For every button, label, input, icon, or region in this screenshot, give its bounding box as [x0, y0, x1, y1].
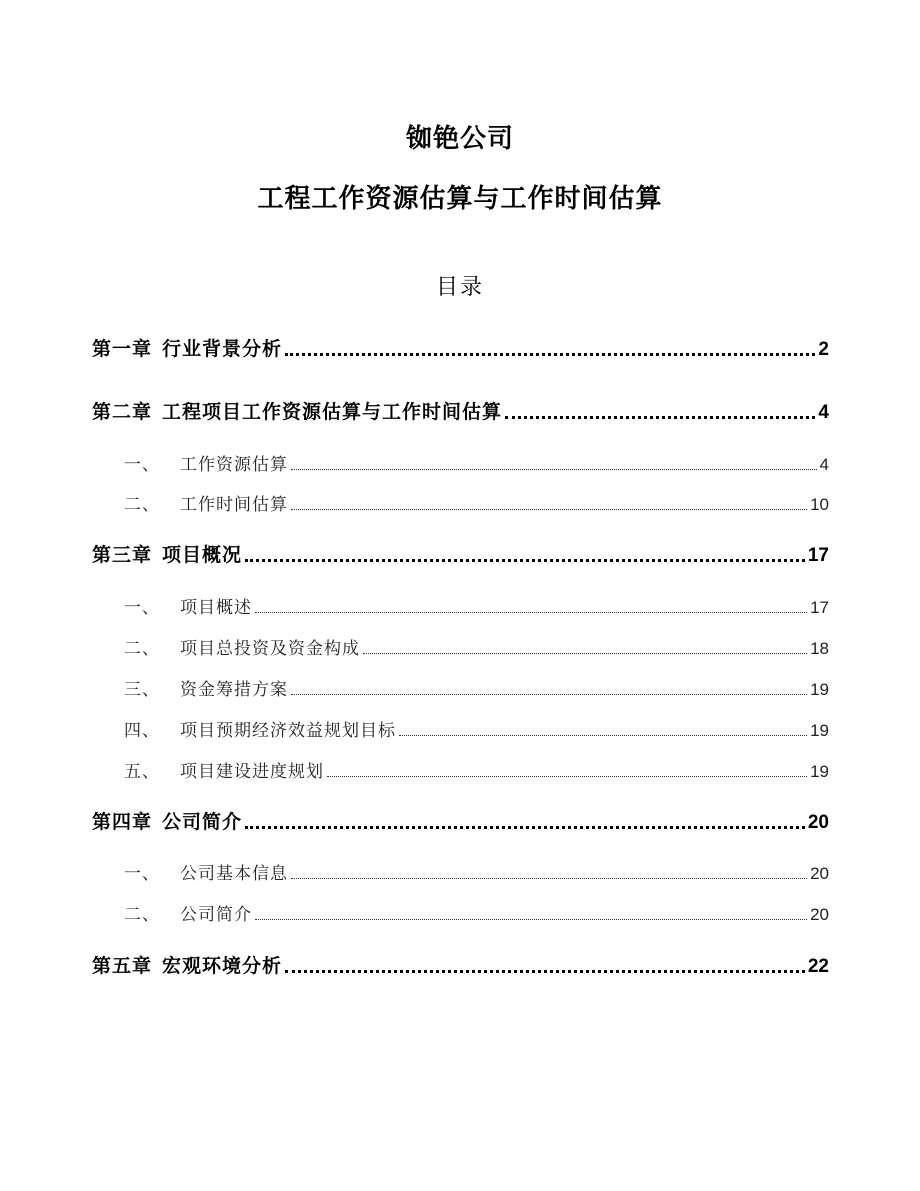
dot-leader [285, 967, 805, 973]
toc-entry-number: 三、 [124, 680, 160, 700]
toc-entry-page: 22 [807, 956, 829, 977]
toc-entry-text: 项目概述 [180, 598, 252, 618]
toc-entry-text: 项目总投资及资金构成 [180, 639, 360, 659]
toc-entry-chapter-2[interactable] [92, 397, 829, 424]
toc-entry-number: 第二章 [92, 401, 153, 423]
toc-entry-page: 19 [810, 762, 829, 781]
table-of-contents [92, 0, 829, 1191]
toc-entry-number: 一、 [124, 455, 160, 475]
company-name: 铷铯公司 [405, 124, 514, 154]
toc-entry-number: 二、 [124, 495, 160, 515]
toc-entry-number: 第一章 [92, 338, 153, 360]
dot-leader [291, 467, 817, 470]
toc-entry-number: 一、 [124, 598, 160, 618]
toc-entry-page: 20 [807, 812, 829, 833]
toc-entry-page: 10 [810, 495, 829, 514]
toc-entry-section[interactable] [92, 716, 829, 741]
toc-entry-page: 4 [818, 402, 829, 423]
toc-entry-page: 17 [810, 598, 829, 617]
toc-entry-section[interactable] [92, 675, 829, 700]
dot-leader [291, 507, 807, 510]
dot-leader [285, 350, 815, 356]
toc-entry-page: 17 [807, 545, 829, 566]
dot-leader [327, 774, 807, 777]
toc-entry-page: 4 [819, 455, 829, 474]
toc-entry-text: 公司简介 [162, 811, 243, 833]
toc-entry-text: 工程项目工作资源估算与工作时间估算 [162, 401, 503, 423]
toc-heading: 目录 [435, 275, 484, 300]
dot-leader [291, 876, 807, 879]
toc-entry-chapter-1[interactable] [92, 334, 829, 361]
toc-entry-text: 公司简介 [180, 905, 252, 925]
toc-entry-text: 行业背景分析 [162, 338, 283, 360]
toc-entry-chapter-3[interactable] [92, 540, 829, 567]
toc-entry-number: 五、 [124, 762, 160, 782]
toc-entry-section[interactable] [92, 593, 829, 618]
toc-entry-chapter-5[interactable] [92, 951, 829, 978]
toc-entry-text: 项目建设进度规划 [180, 762, 324, 782]
toc-entry-page: 20 [810, 864, 829, 883]
dot-leader [245, 823, 805, 829]
toc-entry-text: 宏观环境分析 [162, 955, 283, 977]
toc-entry-page: 2 [818, 339, 829, 360]
toc-entry-page: 19 [810, 680, 829, 699]
toc-entry-text: 工作资源估算 [180, 455, 288, 475]
dot-leader [363, 651, 807, 654]
toc-entry-page: 20 [810, 905, 829, 924]
toc-entry-number: 第三章 [92, 544, 153, 566]
toc-entry-section[interactable] [92, 634, 829, 659]
dot-leader [505, 413, 815, 419]
toc-entry-section[interactable] [92, 900, 829, 925]
toc-entry-text: 项目概况 [162, 544, 243, 566]
dot-leader [291, 692, 807, 695]
dot-leader [245, 556, 805, 562]
toc-entry-number: 第四章 [92, 811, 153, 833]
dot-leader [399, 733, 807, 736]
toc-entry-page: 18 [810, 639, 829, 658]
document-title: 工程工作资源估算与工作时间估算 [257, 184, 663, 214]
toc-entry-number: 二、 [124, 905, 160, 925]
toc-entry-number: 第五章 [92, 955, 153, 977]
toc-entry-number: 二、 [124, 639, 160, 659]
toc-entry-section[interactable] [92, 490, 829, 515]
toc-entry-section[interactable] [92, 859, 829, 884]
toc-entry-text: 工作时间估算 [180, 495, 288, 515]
dot-leader [255, 917, 807, 920]
toc-entry-text: 项目预期经济效益规划目标 [180, 721, 396, 741]
toc-entry-section[interactable] [92, 450, 829, 475]
toc-entry-number: 一、 [124, 864, 160, 884]
toc-entry-number: 四、 [124, 721, 160, 741]
toc-entry-chapter-4[interactable] [92, 807, 829, 834]
toc-entry-page: 19 [810, 721, 829, 740]
toc-entry-section[interactable] [92, 757, 829, 782]
dot-leader [255, 610, 807, 613]
toc-entry-text: 资金筹措方案 [180, 680, 288, 700]
toc-entry-text: 公司基本信息 [180, 864, 288, 884]
